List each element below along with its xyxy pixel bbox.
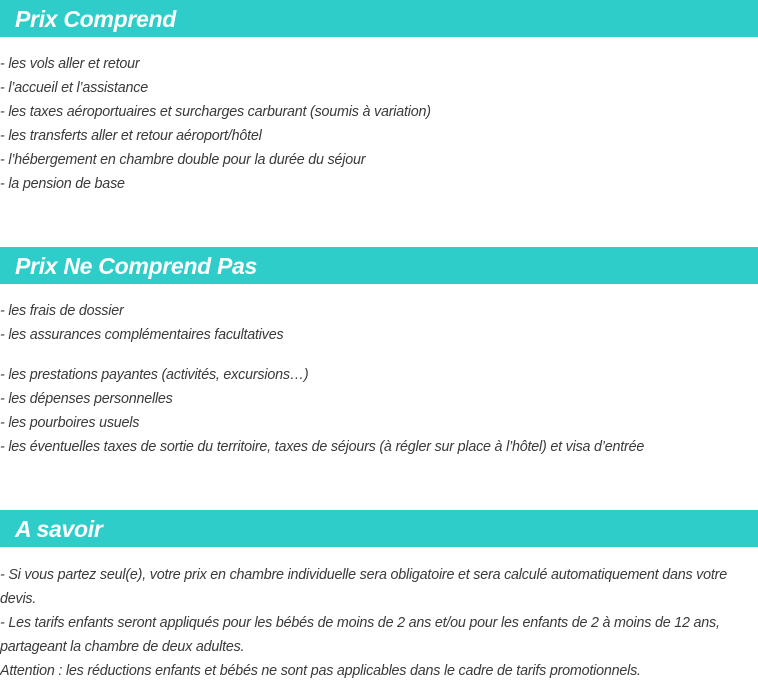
section-title: Prix Comprend (15, 6, 176, 32)
section-title: A savoir (15, 516, 103, 542)
info-paragraph-child-rates: - Les tarifs enfants seront appliqués pour les bébés de moins de 2 ans et/ou pour les enfants de 2 à moins de 12 ans, partageant la chambre de deux adultes. (0, 615, 720, 655)
list-item: - les pourboires usuels (0, 415, 140, 431)
info-paragraph-attention: Attention : les réductions enfants et bébés ne sont pas applicables dans le cadre de tarifs promotionnels. (0, 663, 641, 679)
list-item: - les vols aller et retour (0, 56, 140, 72)
list-item: - les prestations payantes (activités, excursions…) (0, 367, 309, 383)
section-header-prix-comprend (0, 0, 758, 37)
excluded-list (0, 299, 758, 459)
list-item: - l’hébergement en chambre double pour la durée du séjour (0, 152, 366, 168)
list-item: - la pension de base (0, 176, 125, 192)
list-item: - les assurances complémentaires facultatives (0, 327, 284, 343)
list-item: - les transferts aller et retour aéroport/hôtel (0, 128, 262, 144)
section-header-prix-ne-comprend-pas (0, 247, 758, 284)
list-item: - les frais de dossier (0, 303, 124, 319)
list-item: - les taxes aéroportuaires et surcharges carburant (soumis à variation) (0, 104, 431, 120)
list-item: - l’accueil et l’assistance (0, 80, 148, 96)
info-paragraph-single-room: - Si vous partez seul(e), votre prix en chambre individuelle sera obligatoire et sera calculé automatiquement dans votre devis. (0, 567, 727, 607)
list-item: - les dépenses personnelles (0, 391, 173, 407)
list-item: - les éventuelles taxes de sortie du territoire, taxes de séjours (à régler sur place à l’hôtel) et visa d’entrée (0, 439, 645, 455)
included-list (0, 52, 758, 196)
section-header-a-savoir (0, 510, 758, 547)
section-title: Prix Ne Comprend Pas (15, 253, 257, 279)
